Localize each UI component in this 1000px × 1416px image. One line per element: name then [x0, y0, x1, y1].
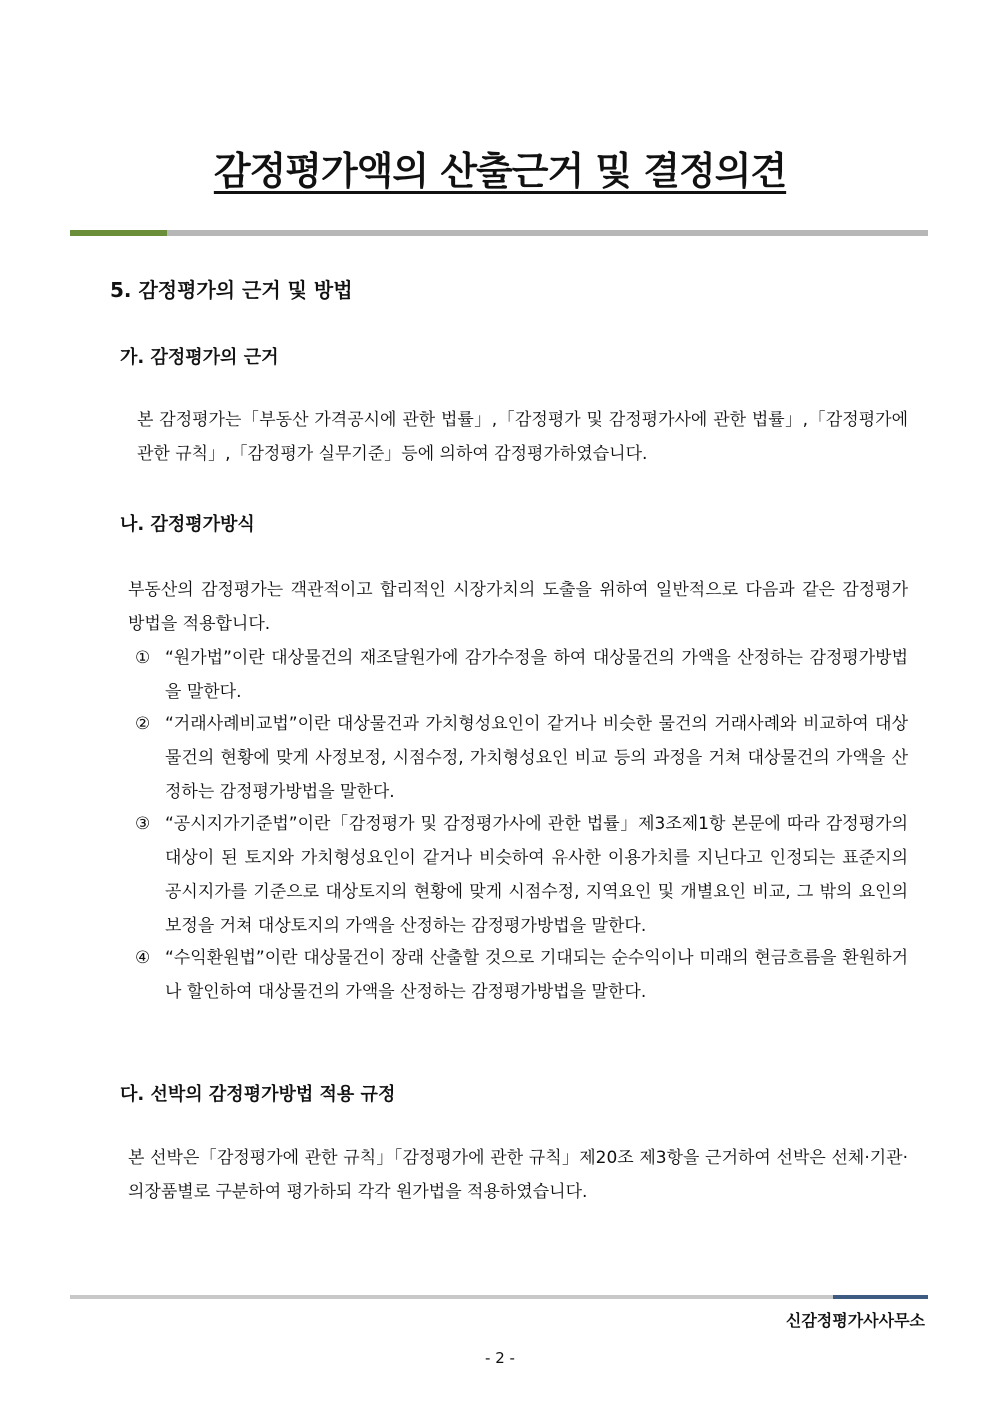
- document-title: 감정평가액의 산출근거 및 결정의견: [213, 149, 787, 193]
- list-item-text: “거래사례비교법”이란 대상물건과 가치형성요인이 같거나 비슷한 물건의 거래사례와 비교하여 대상물건의 현황에 맞게 사정보정, 시점수정, 가치형성요인 비교 등의 과정을 거쳐 대상물건의 가액을 산정하는 감정평가방법을 말한다.: [165, 714, 908, 802]
- title-divider: [70, 230, 928, 236]
- list-item-text: “공시지가기준법”이란「감정평가 및 감정평가사에 관한 법률」제3조제1항 본문에 따라 감정평가의 대상이 된 토지와 가치형성요인이 같거나 비슷하여 유사한 이용가치를 지닌다고 인정되는 표준지의 공시지가를 기준으로 대상토지의 현황에 맞게 시점수정, 지역요인 및 개별요인 비교, 그 밖의 요인의 보정을 거쳐 대상토지의 가액을 산정하는 감정평가방법을 말한다.: [165, 814, 908, 936]
- ship-method-paragraph: 본 선박은「감정평가에 관한 규칙」「감정평가에 관한 규칙」제20조 제3항을 근거하여 선박은 선체·기관·의장품별로 구분하여 평가하되 각각 원가법을 적용하였습니다.: [128, 1148, 908, 1202]
- list-item-number: ①: [135, 648, 151, 668]
- office-name: 신감정평가사사무소: [785, 1311, 925, 1330]
- page-number: - 2 -: [485, 1349, 515, 1367]
- basis-paragraph: 본 감정평가는「부동산 가격공시에 관한 법률」,「감정평가 및 감정평가사에 관한 법률」,「감정평가에 관한 규칙」,「감정평가 실무기준」등에 의하여 감정평가하였습니다.: [137, 410, 908, 464]
- subsection-heading-a: 가. 감정평가의 근거: [120, 347, 279, 368]
- list-item-number: ④: [135, 948, 151, 968]
- method-intro-paragraph: 부동산의 감정평가는 객관적이고 합리적인 시장가치의 도출을 위하여 일반적으로 다음과 같은 감정평가 방법을 적용합니다.: [128, 580, 908, 634]
- subsection-heading-b: 나. 감정평가방식: [120, 514, 255, 535]
- list-item: [135, 941, 908, 1009]
- section-heading: 5. 감정평가의 근거 및 방법: [110, 278, 353, 302]
- list-item-number: ②: [135, 714, 151, 734]
- list-item: [135, 641, 908, 709]
- list-item: [135, 807, 908, 943]
- subsection-heading-c: 다. 선박의 감정평가방법 적용 규정: [120, 1084, 396, 1105]
- footer-divider-accent: [833, 1295, 928, 1299]
- list-item: [135, 707, 908, 809]
- title-divider-accent: [70, 230, 167, 236]
- list-item-text: “수익환원법”이란 대상물건이 장래 산출할 것으로 기대되는 순수익이나 미래의 현금흐름을 환원하거나 할인하여 대상물건의 가액을 산정하는 감정평가방법을 말한다.: [165, 948, 908, 1002]
- list-item-number: ③: [135, 814, 151, 834]
- footer-divider: [70, 1295, 928, 1299]
- list-item-text: “원가법”이란 대상물건의 재조달원가에 감가수정을 하여 대상물건의 가액을 산정하는 감정평가방법을 말한다.: [165, 648, 908, 702]
